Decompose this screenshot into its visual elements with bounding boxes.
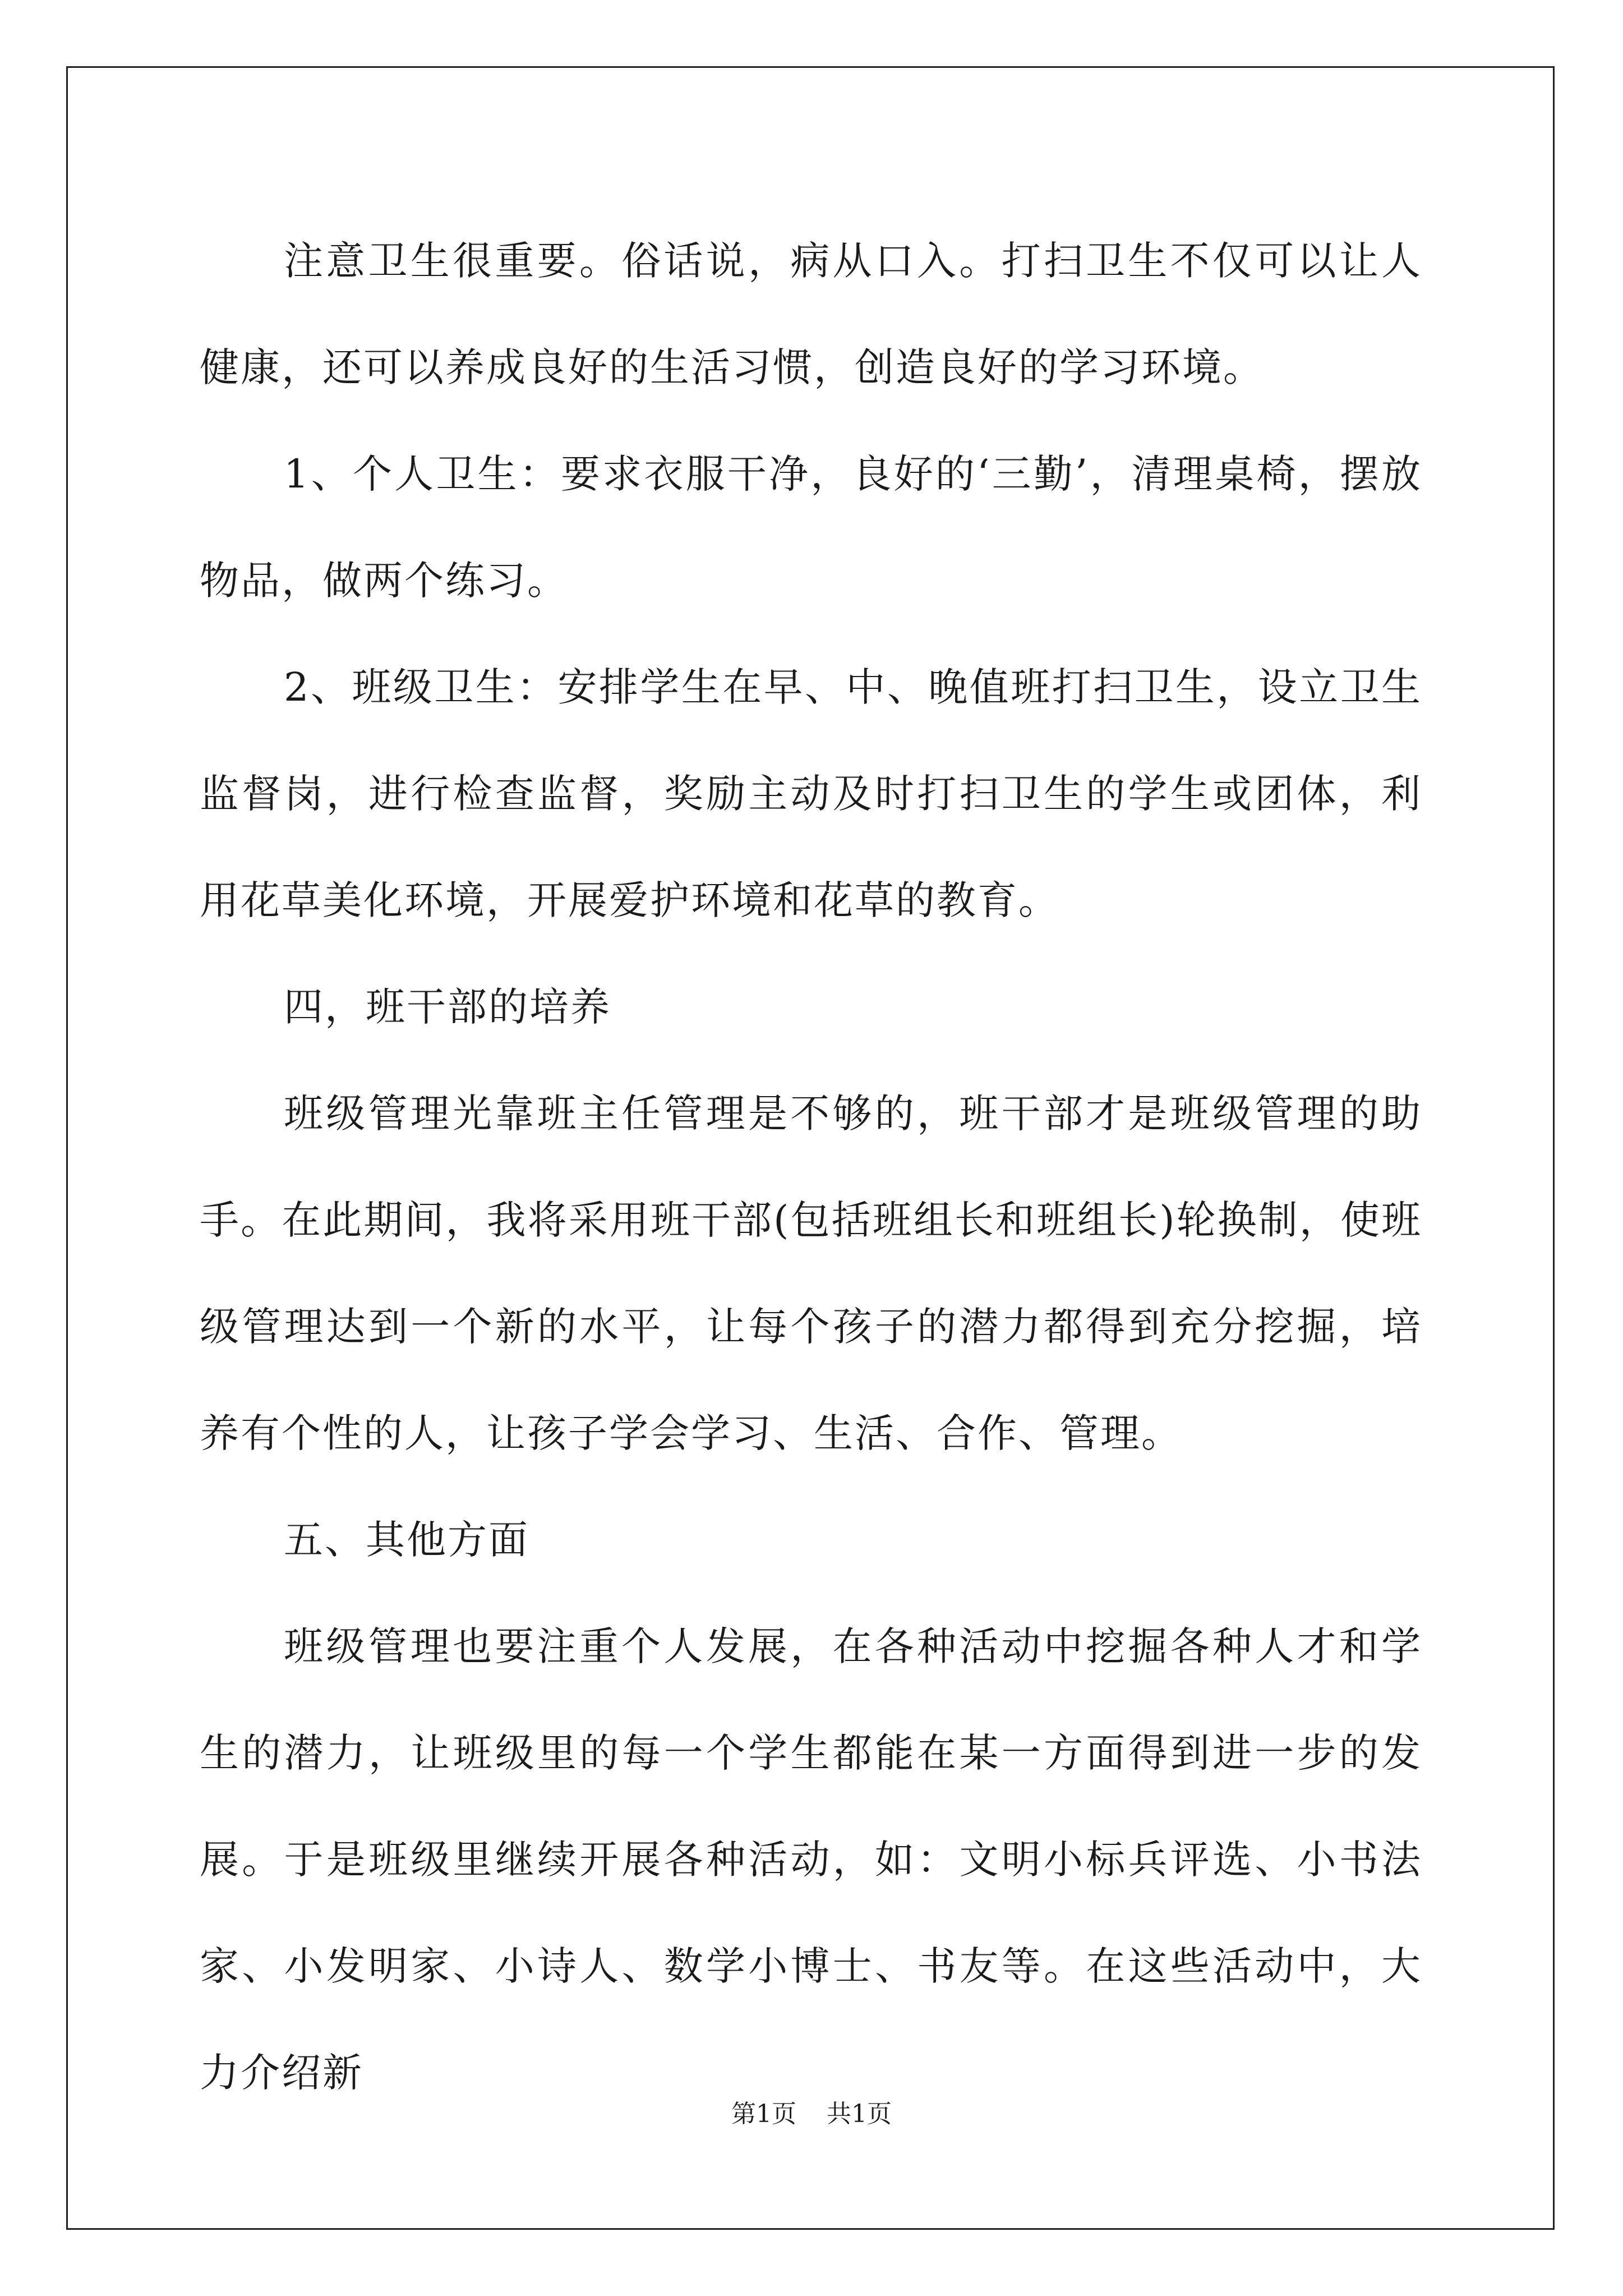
document-body (200, 208, 1422, 2126)
paragraph-hygiene-intro: 注意卫生很重要。俗话说，病从口入。打扫卫生不仅可以让人健康，还可以养成良好的生活习惯，创造良好的学习环境。 (200, 238, 1422, 390)
paragraph-other-aspects: 班级管理也要注重个人发展，在各种活动中挖掘各种人才和学生的潜力，让班级里的每一个学生都能在某一方面得到进一步的发展。于是班级里继续开展各种活动，如：文明小标兵评选、小书法家、小发明家、小诗人、数学小博士、书友等。在这些活动中，大力介绍新 (200, 1623, 1422, 2096)
paragraph-personal-hygiene: 1、个人卫生：要求衣服干净，良好的‘三勤’，清理桌椅，摆放物品，做两个练习。 (200, 451, 1422, 604)
paragraph-class-cadres: 班级管理光靠班主任管理是不够的，班干部才是班级管理的助手。在此期间，我将采用班干部(包括班组长和班组长)轮换制，使班级管理达到一个新的水平，让每个孩子的潜力都得到充分挖掘，培养有个性的人，让孩子学会学习、生活、合作、管理。 (200, 1091, 1422, 1456)
section-heading-other-aspects: 五、其他方面 (284, 1517, 529, 1563)
section-heading-class-cadres: 四，班干部的培养 (284, 984, 611, 1030)
page-total: 共1页 (827, 2100, 892, 2128)
page-number: 第1页 (731, 2100, 796, 2128)
page-footer (0, 2093, 1623, 2129)
paragraph-class-hygiene: 2、班级卫生：安排学生在早、中、晚值班打扫卫生，设立卫生监督岗，进行检查监督，奖励主动及时打扫卫生的学生或团体，利用花草美化环境，开展爱护环境和花草的教育。 (200, 664, 1422, 923)
